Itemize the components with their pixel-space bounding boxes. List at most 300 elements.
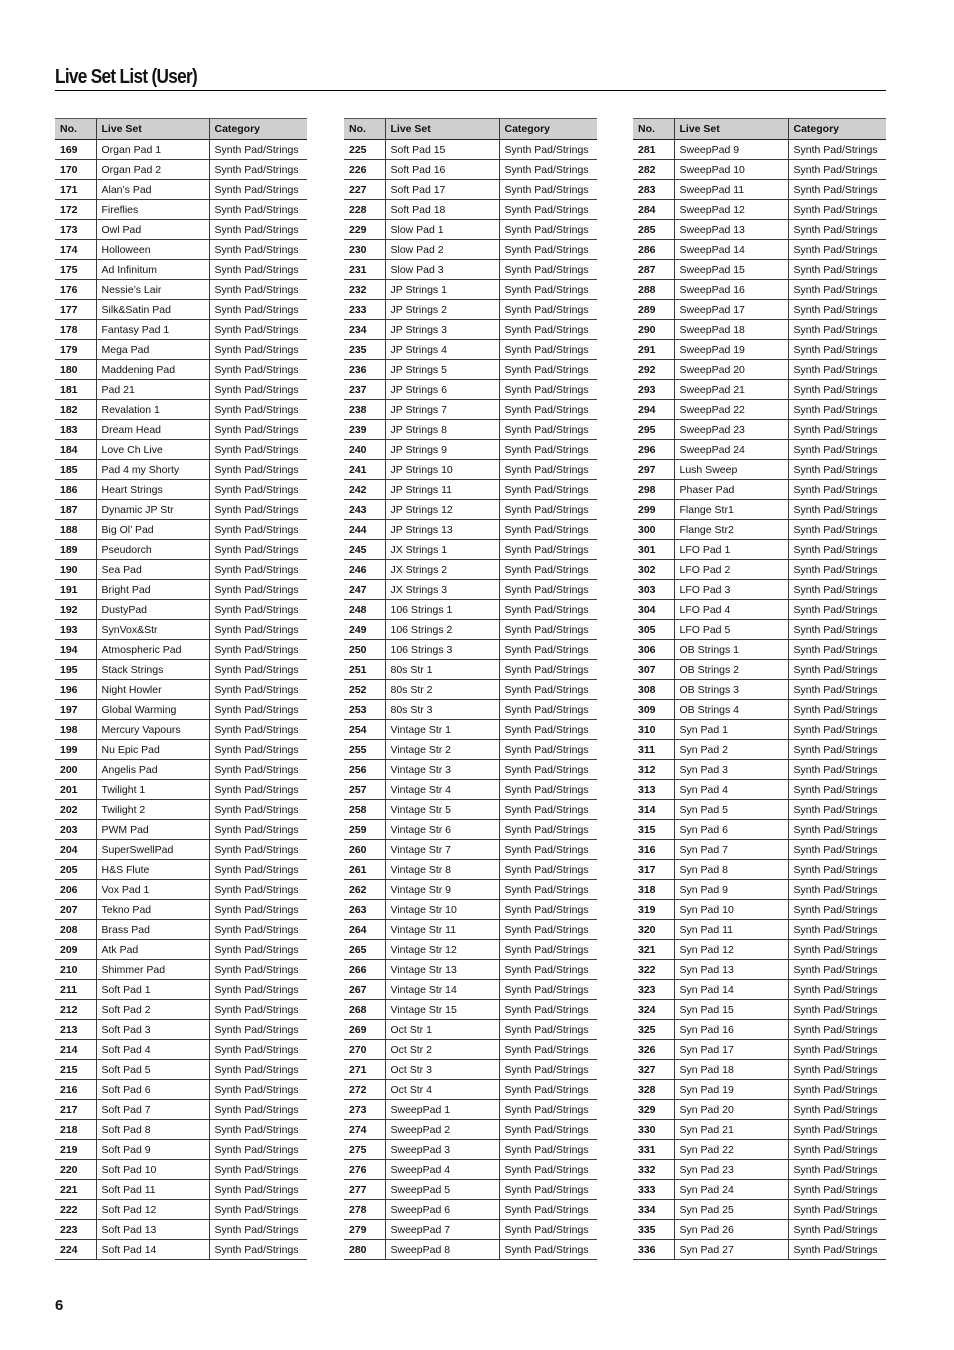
cell-live-set: Syn Pad 26 xyxy=(674,1220,788,1240)
cell-category: Synth Pad/Strings xyxy=(499,480,597,500)
cell-category: Synth Pad/Strings xyxy=(788,1200,886,1220)
cell-category: Synth Pad/Strings xyxy=(788,380,886,400)
cell-no: 268 xyxy=(344,1000,385,1020)
cell-live-set: Soft Pad 1 xyxy=(96,980,209,1000)
cell-category: Synth Pad/Strings xyxy=(788,1100,886,1120)
table-row xyxy=(633,740,886,760)
table-row xyxy=(55,1120,307,1140)
table-row xyxy=(633,1000,886,1020)
cell-no: 239 xyxy=(344,420,385,440)
table-row xyxy=(55,860,307,880)
cell-live-set: Syn Pad 24 xyxy=(674,1180,788,1200)
cell-live-set: JX Strings 2 xyxy=(385,560,499,580)
live-set-table-1 xyxy=(55,118,307,1260)
cell-live-set: Organ Pad 1 xyxy=(96,140,209,160)
cell-live-set: Maddening Pad xyxy=(96,360,209,380)
table-row xyxy=(344,1040,597,1060)
cell-no: 209 xyxy=(55,940,96,960)
cell-live-set: Syn Pad 8 xyxy=(674,860,788,880)
table-header-row xyxy=(55,119,307,140)
table-row xyxy=(633,460,886,480)
cell-no: 191 xyxy=(55,580,96,600)
header-category: Category xyxy=(788,119,886,140)
table-row xyxy=(633,980,886,1000)
cell-live-set: SweepPad 15 xyxy=(674,260,788,280)
cell-no: 285 xyxy=(633,220,674,240)
cell-no: 264 xyxy=(344,920,385,940)
table-row xyxy=(344,840,597,860)
cell-live-set: Slow Pad 2 xyxy=(385,240,499,260)
cell-live-set: SweepPad 9 xyxy=(674,140,788,160)
cell-live-set: Syn Pad 16 xyxy=(674,1020,788,1040)
table-row xyxy=(344,940,597,960)
cell-no: 184 xyxy=(55,440,96,460)
cell-category: Synth Pad/Strings xyxy=(788,340,886,360)
cell-category: Synth Pad/Strings xyxy=(499,680,597,700)
cell-no: 320 xyxy=(633,920,674,940)
cell-category: Synth Pad/Strings xyxy=(499,1240,597,1260)
cell-no: 261 xyxy=(344,860,385,880)
cell-no: 310 xyxy=(633,720,674,740)
table-row xyxy=(633,180,886,200)
table-row xyxy=(55,680,307,700)
cell-category: Synth Pad/Strings xyxy=(209,380,307,400)
cell-no: 174 xyxy=(55,240,96,260)
cell-no: 218 xyxy=(55,1120,96,1140)
table-row xyxy=(55,480,307,500)
header-category: Category xyxy=(499,119,597,140)
cell-no: 226 xyxy=(344,160,385,180)
cell-live-set: Soft Pad 18 xyxy=(385,200,499,220)
cell-category: Synth Pad/Strings xyxy=(209,960,307,980)
cell-live-set: SweepPad 6 xyxy=(385,1200,499,1220)
table-row xyxy=(55,1160,307,1180)
table-row xyxy=(55,800,307,820)
cell-category: Synth Pad/Strings xyxy=(499,640,597,660)
table-row xyxy=(344,540,597,560)
cell-no: 199 xyxy=(55,740,96,760)
cell-category: Synth Pad/Strings xyxy=(788,520,886,540)
table-row xyxy=(633,920,886,940)
cell-live-set: Syn Pad 23 xyxy=(674,1160,788,1180)
cell-live-set: Syn Pad 25 xyxy=(674,1200,788,1220)
cell-no: 321 xyxy=(633,940,674,960)
cell-category: Synth Pad/Strings xyxy=(788,300,886,320)
cell-no: 217 xyxy=(55,1100,96,1120)
header-no: No. xyxy=(344,119,385,140)
cell-category: Synth Pad/Strings xyxy=(499,1000,597,1020)
cell-live-set: Soft Pad 5 xyxy=(96,1060,209,1080)
table-row xyxy=(55,1180,307,1200)
cell-category: Synth Pad/Strings xyxy=(499,840,597,860)
cell-live-set: LFO Pad 4 xyxy=(674,600,788,620)
cell-live-set: Organ Pad 2 xyxy=(96,160,209,180)
cell-no: 221 xyxy=(55,1180,96,1200)
cell-live-set: OB Strings 2 xyxy=(674,660,788,680)
cell-live-set: JP Strings 7 xyxy=(385,400,499,420)
cell-live-set: Phaser Pad xyxy=(674,480,788,500)
cell-live-set: SweepPad 8 xyxy=(385,1240,499,1260)
cell-no: 172 xyxy=(55,200,96,220)
table-row xyxy=(344,700,597,720)
cell-category: Synth Pad/Strings xyxy=(499,1040,597,1060)
cell-category: Synth Pad/Strings xyxy=(788,700,886,720)
cell-category: Synth Pad/Strings xyxy=(209,1200,307,1220)
live-set-table-2 xyxy=(344,118,597,1260)
table-row xyxy=(633,420,886,440)
cell-no: 270 xyxy=(344,1040,385,1060)
cell-category: Synth Pad/Strings xyxy=(499,580,597,600)
cell-no: 290 xyxy=(633,320,674,340)
cell-live-set: Dream Head xyxy=(96,420,209,440)
cell-no: 307 xyxy=(633,660,674,680)
cell-category: Synth Pad/Strings xyxy=(209,1000,307,1020)
cell-live-set: Soft Pad 4 xyxy=(96,1040,209,1060)
cell-no: 197 xyxy=(55,700,96,720)
cell-category: Synth Pad/Strings xyxy=(209,300,307,320)
table-row xyxy=(55,340,307,360)
cell-live-set: Global Warming xyxy=(96,700,209,720)
cell-category: Synth Pad/Strings xyxy=(499,740,597,760)
table-row xyxy=(55,260,307,280)
table-row xyxy=(55,1080,307,1100)
cell-category: Synth Pad/Strings xyxy=(788,1140,886,1160)
table-row xyxy=(55,900,307,920)
cell-no: 287 xyxy=(633,260,674,280)
table-row xyxy=(633,1060,886,1080)
live-set-table-3 xyxy=(633,118,886,1260)
cell-category: Synth Pad/Strings xyxy=(499,660,597,680)
table-row xyxy=(344,920,597,940)
cell-live-set: LFO Pad 5 xyxy=(674,620,788,640)
cell-category: Synth Pad/Strings xyxy=(499,1080,597,1100)
table-row xyxy=(344,480,597,500)
cell-no: 179 xyxy=(55,340,96,360)
page-title: Live Set List (User) xyxy=(55,66,198,88)
table-row xyxy=(344,760,597,780)
cell-category: Synth Pad/Strings xyxy=(499,900,597,920)
cell-live-set: Tekno Pad xyxy=(96,900,209,920)
cell-category: Synth Pad/Strings xyxy=(209,780,307,800)
cell-no: 238 xyxy=(344,400,385,420)
cell-live-set: Syn Pad 1 xyxy=(674,720,788,740)
cell-live-set: Bright Pad xyxy=(96,580,209,600)
cell-live-set: SweepPad 1 xyxy=(385,1100,499,1120)
cell-live-set: Lush Sweep xyxy=(674,460,788,480)
header-live-set: Live Set xyxy=(674,119,788,140)
cell-no: 312 xyxy=(633,760,674,780)
cell-category: Synth Pad/Strings xyxy=(788,460,886,480)
cell-live-set: Pseudorch xyxy=(96,540,209,560)
cell-no: 299 xyxy=(633,500,674,520)
cell-live-set: Vintage Str 4 xyxy=(385,780,499,800)
table-row xyxy=(344,1060,597,1080)
cell-category: Synth Pad/Strings xyxy=(209,880,307,900)
cell-live-set: JP Strings 1 xyxy=(385,280,499,300)
cell-live-set: SweepPad 7 xyxy=(385,1220,499,1240)
cell-no: 169 xyxy=(55,140,96,160)
cell-category: Synth Pad/Strings xyxy=(788,1000,886,1020)
table-row xyxy=(344,720,597,740)
cell-no: 302 xyxy=(633,560,674,580)
cell-category: Synth Pad/Strings xyxy=(788,1040,886,1060)
cell-category: Synth Pad/Strings xyxy=(788,140,886,160)
table-row xyxy=(344,280,597,300)
table-row xyxy=(633,820,886,840)
cell-live-set: 80s Str 1 xyxy=(385,660,499,680)
cell-live-set: Oct Str 3 xyxy=(385,1060,499,1080)
cell-category: Synth Pad/Strings xyxy=(788,560,886,580)
table-row xyxy=(633,780,886,800)
table-row xyxy=(55,780,307,800)
table-row xyxy=(55,1040,307,1060)
table-row xyxy=(55,740,307,760)
cell-category: Synth Pad/Strings xyxy=(499,1220,597,1240)
cell-category: Synth Pad/Strings xyxy=(209,1140,307,1160)
cell-live-set: Shimmer Pad xyxy=(96,960,209,980)
cell-category: Synth Pad/Strings xyxy=(499,260,597,280)
table-row xyxy=(633,660,886,680)
table-row xyxy=(55,1220,307,1240)
table-row xyxy=(633,540,886,560)
cell-no: 284 xyxy=(633,200,674,220)
table-row xyxy=(55,400,307,420)
cell-category: Synth Pad/Strings xyxy=(499,960,597,980)
cell-live-set: JP Strings 10 xyxy=(385,460,499,480)
cell-live-set: SweepPad 16 xyxy=(674,280,788,300)
table-row xyxy=(344,380,597,400)
cell-category: Synth Pad/Strings xyxy=(788,1240,886,1260)
cell-live-set: Vintage Str 1 xyxy=(385,720,499,740)
table-header-row xyxy=(344,119,597,140)
cell-live-set: Vintage Str 10 xyxy=(385,900,499,920)
cell-category: Synth Pad/Strings xyxy=(788,1180,886,1200)
cell-category: Synth Pad/Strings xyxy=(788,200,886,220)
cell-no: 294 xyxy=(633,400,674,420)
cell-no: 186 xyxy=(55,480,96,500)
cell-category: Synth Pad/Strings xyxy=(499,860,597,880)
table-row xyxy=(344,800,597,820)
cell-live-set: Soft Pad 12 xyxy=(96,1200,209,1220)
cell-no: 322 xyxy=(633,960,674,980)
cell-category: Synth Pad/Strings xyxy=(499,1140,597,1160)
cell-category: Synth Pad/Strings xyxy=(209,420,307,440)
cell-live-set: Syn Pad 20 xyxy=(674,1100,788,1120)
cell-live-set: Vintage Str 3 xyxy=(385,760,499,780)
cell-no: 224 xyxy=(55,1240,96,1260)
table-row xyxy=(633,160,886,180)
table-row xyxy=(633,1080,886,1100)
cell-category: Synth Pad/Strings xyxy=(209,660,307,680)
cell-live-set: Revalation 1 xyxy=(96,400,209,420)
cell-live-set: JP Strings 6 xyxy=(385,380,499,400)
cell-live-set: SynVox&Str xyxy=(96,620,209,640)
cell-category: Synth Pad/Strings xyxy=(209,140,307,160)
table-row xyxy=(55,160,307,180)
cell-category: Synth Pad/Strings xyxy=(209,640,307,660)
cell-category: Synth Pad/Strings xyxy=(788,800,886,820)
table-row xyxy=(344,240,597,260)
cell-category: Synth Pad/Strings xyxy=(788,940,886,960)
cell-category: Synth Pad/Strings xyxy=(788,440,886,460)
cell-no: 211 xyxy=(55,980,96,1000)
cell-category: Synth Pad/Strings xyxy=(788,780,886,800)
table-row xyxy=(55,500,307,520)
cell-no: 219 xyxy=(55,1140,96,1160)
table-row xyxy=(633,440,886,460)
cell-no: 279 xyxy=(344,1220,385,1240)
cell-category: Synth Pad/Strings xyxy=(209,840,307,860)
table-row xyxy=(55,580,307,600)
table-row xyxy=(55,240,307,260)
table-row xyxy=(55,140,307,160)
cell-no: 333 xyxy=(633,1180,674,1200)
cell-live-set: Soft Pad 13 xyxy=(96,1220,209,1240)
table-row xyxy=(55,460,307,480)
cell-live-set: Soft Pad 16 xyxy=(385,160,499,180)
cell-category: Synth Pad/Strings xyxy=(788,880,886,900)
table-row xyxy=(633,760,886,780)
cell-category: Synth Pad/Strings xyxy=(499,360,597,380)
cell-category: Synth Pad/Strings xyxy=(209,1180,307,1200)
cell-category: Synth Pad/Strings xyxy=(788,740,886,760)
cell-category: Synth Pad/Strings xyxy=(499,700,597,720)
header-no: No. xyxy=(633,119,674,140)
cell-no: 180 xyxy=(55,360,96,380)
cell-category: Synth Pad/Strings xyxy=(209,520,307,540)
table-row xyxy=(344,1120,597,1140)
cell-category: Synth Pad/Strings xyxy=(209,1160,307,1180)
cell-no: 207 xyxy=(55,900,96,920)
table-row xyxy=(633,1240,886,1260)
cell-live-set: JP Strings 11 xyxy=(385,480,499,500)
cell-live-set: 80s Str 2 xyxy=(385,680,499,700)
table-row xyxy=(344,420,597,440)
table-row xyxy=(55,620,307,640)
cell-no: 289 xyxy=(633,300,674,320)
cell-live-set: Night Howler xyxy=(96,680,209,700)
header-category: Category xyxy=(209,119,307,140)
cell-live-set: Vintage Str 14 xyxy=(385,980,499,1000)
cell-no: 188 xyxy=(55,520,96,540)
table-row xyxy=(55,380,307,400)
cell-no: 277 xyxy=(344,1180,385,1200)
table-row xyxy=(633,500,886,520)
cell-category: Synth Pad/Strings xyxy=(209,1220,307,1240)
cell-no: 175 xyxy=(55,260,96,280)
cell-live-set: SweepPad 20 xyxy=(674,360,788,380)
cell-category: Synth Pad/Strings xyxy=(209,1040,307,1060)
cell-category: Synth Pad/Strings xyxy=(788,400,886,420)
table-row xyxy=(344,1080,597,1100)
table-row xyxy=(344,640,597,660)
cell-category: Synth Pad/Strings xyxy=(209,280,307,300)
table-row xyxy=(55,720,307,740)
cell-category: Synth Pad/Strings xyxy=(209,860,307,880)
table-row xyxy=(633,400,886,420)
cell-category: Synth Pad/Strings xyxy=(209,820,307,840)
cell-no: 254 xyxy=(344,720,385,740)
table-row xyxy=(344,1140,597,1160)
cell-category: Synth Pad/Strings xyxy=(209,1120,307,1140)
cell-live-set: SweepPad 21 xyxy=(674,380,788,400)
table-row xyxy=(55,360,307,380)
cell-category: Synth Pad/Strings xyxy=(499,1120,597,1140)
table-row xyxy=(633,280,886,300)
cell-category: Synth Pad/Strings xyxy=(788,640,886,660)
cell-live-set: JP Strings 3 xyxy=(385,320,499,340)
cell-category: Synth Pad/Strings xyxy=(788,1080,886,1100)
cell-live-set: Pad 4 my Shorty xyxy=(96,460,209,480)
cell-no: 297 xyxy=(633,460,674,480)
cell-no: 189 xyxy=(55,540,96,560)
table-row xyxy=(344,960,597,980)
cell-no: 245 xyxy=(344,540,385,560)
cell-live-set: Nessie’s Lair xyxy=(96,280,209,300)
cell-no: 305 xyxy=(633,620,674,640)
table-row xyxy=(55,420,307,440)
cell-no: 215 xyxy=(55,1060,96,1080)
table-row xyxy=(633,560,886,580)
cell-no: 259 xyxy=(344,820,385,840)
cell-no: 227 xyxy=(344,180,385,200)
cell-no: 288 xyxy=(633,280,674,300)
cell-no: 316 xyxy=(633,840,674,860)
cell-category: Synth Pad/Strings xyxy=(209,220,307,240)
cell-category: Synth Pad/Strings xyxy=(788,980,886,1000)
cell-category: Synth Pad/Strings xyxy=(788,720,886,740)
cell-live-set: Vintage Str 2 xyxy=(385,740,499,760)
cell-live-set: Silk&Satin Pad xyxy=(96,300,209,320)
table-row xyxy=(344,1100,597,1120)
table-row xyxy=(55,880,307,900)
cell-no: 170 xyxy=(55,160,96,180)
table-row xyxy=(344,600,597,620)
cell-no: 187 xyxy=(55,500,96,520)
cell-no: 212 xyxy=(55,1000,96,1020)
cell-category: Synth Pad/Strings xyxy=(499,1180,597,1200)
cell-no: 228 xyxy=(344,200,385,220)
table-row xyxy=(633,600,886,620)
cell-category: Synth Pad/Strings xyxy=(209,620,307,640)
cell-no: 313 xyxy=(633,780,674,800)
cell-no: 260 xyxy=(344,840,385,860)
table-row xyxy=(344,520,597,540)
cell-no: 222 xyxy=(55,1200,96,1220)
table-row xyxy=(55,200,307,220)
cell-live-set: DustyPad xyxy=(96,600,209,620)
cell-live-set: Syn Pad 2 xyxy=(674,740,788,760)
cell-no: 257 xyxy=(344,780,385,800)
cell-no: 282 xyxy=(633,160,674,180)
cell-live-set: Twilight 1 xyxy=(96,780,209,800)
table-row xyxy=(633,1200,886,1220)
table-row xyxy=(344,1020,597,1040)
table-row xyxy=(633,380,886,400)
table-row xyxy=(55,1140,307,1160)
cell-no: 203 xyxy=(55,820,96,840)
cell-no: 319 xyxy=(633,900,674,920)
cell-category: Synth Pad/Strings xyxy=(209,460,307,480)
cell-no: 177 xyxy=(55,300,96,320)
table-row xyxy=(633,240,886,260)
table-row xyxy=(55,560,307,580)
table-row xyxy=(633,300,886,320)
cell-category: Synth Pad/Strings xyxy=(499,540,597,560)
cell-no: 214 xyxy=(55,1040,96,1060)
table-header-row xyxy=(633,119,886,140)
cell-no: 292 xyxy=(633,360,674,380)
